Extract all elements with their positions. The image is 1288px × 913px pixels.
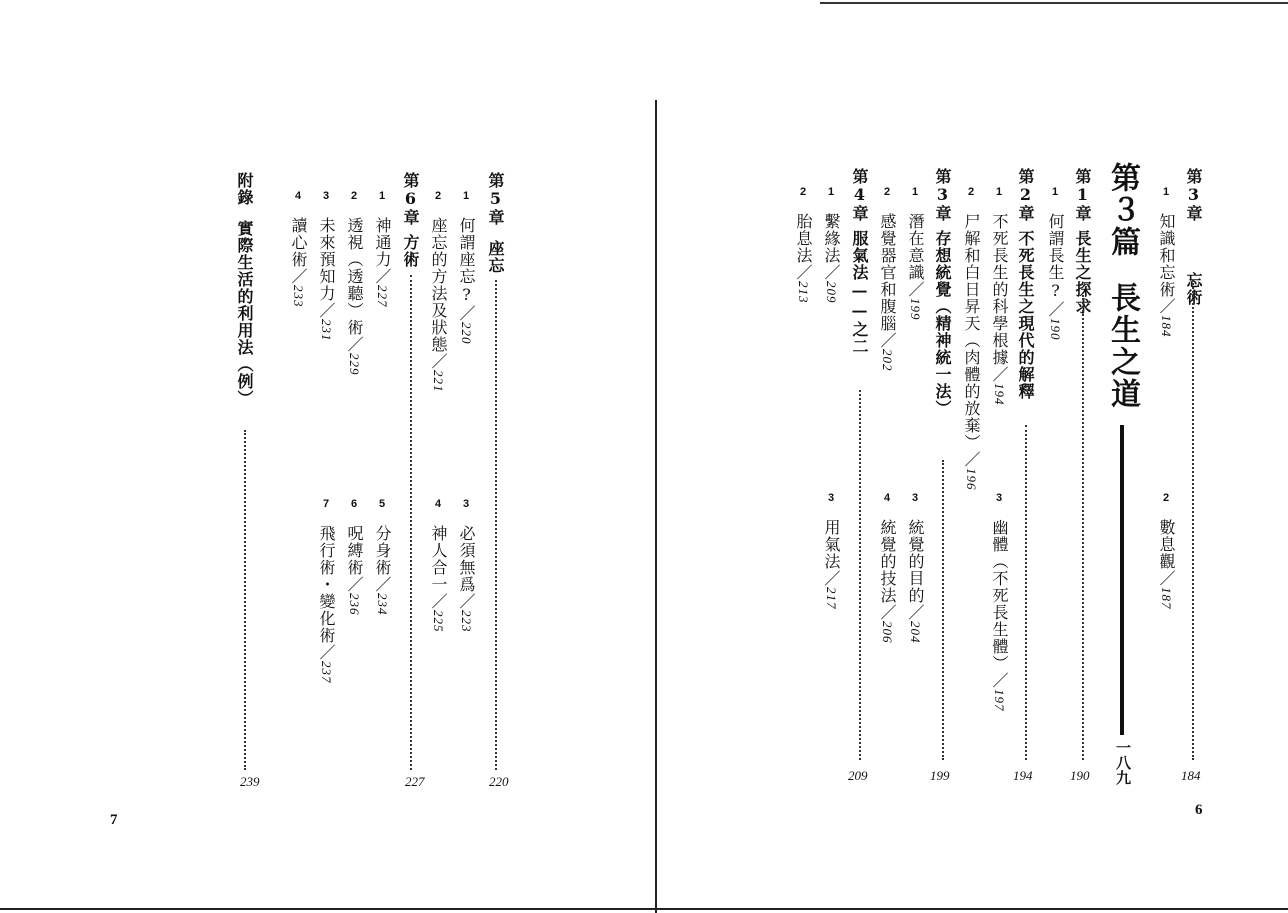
part-title-rule: [1120, 425, 1124, 735]
entry-title: 神通力: [373, 217, 392, 268]
toc-entry: 3用氣法／217: [822, 492, 841, 610]
part-title-text: 長生之道: [1105, 282, 1140, 410]
chapter-heading: [486, 172, 504, 274]
appendix-heading: [235, 172, 253, 407]
chapter-heading: [401, 172, 419, 268]
entry-page: 197: [992, 689, 1007, 712]
entry-number: 4: [432, 498, 444, 511]
entry-title: 感覺器官和腹腦: [878, 213, 897, 332]
entry-number: 5: [376, 498, 388, 511]
entry-page: 227: [375, 285, 390, 308]
entry-number: 1: [1160, 186, 1172, 199]
leader-dots: [1192, 280, 1194, 760]
entry-page: 221: [431, 370, 446, 393]
toc-entry: 1知識和忘術／184: [1157, 186, 1176, 338]
entry-page: 236: [347, 593, 362, 616]
chapter-end-page: 194: [1013, 768, 1033, 783]
leader-dots: [942, 460, 944, 760]
toc-entry: 2透視（透聽）術／229: [345, 190, 364, 376]
part-page: 一八九: [1114, 740, 1132, 785]
appendix-label: 附錄: [235, 172, 254, 206]
entry-page: 213: [796, 281, 811, 304]
entry-number: 2: [348, 190, 360, 203]
entry-page: 231: [319, 319, 334, 342]
toc-entry: 1神通力／227: [373, 190, 392, 308]
entry-number: 4: [881, 492, 893, 505]
entry-page: 190: [1048, 318, 1063, 341]
toc-entry: 1何謂座忘?／220: [457, 190, 476, 345]
page-edge: [820, 2, 1288, 4]
entry-page: 237: [319, 661, 334, 684]
toc-entry: 2感覺器官和腹腦／202: [878, 186, 897, 372]
entry-title: 胎息法: [794, 213, 813, 264]
entry-page: 217: [824, 587, 839, 610]
entry-title: 不死長生的科學根據: [990, 213, 1009, 366]
chapter-title: 方術: [401, 234, 420, 268]
entry-page: 187: [1159, 587, 1174, 610]
chapter-label: 第4章: [850, 168, 869, 222]
entry-number: 1: [909, 186, 921, 199]
entry-page: 184: [1159, 315, 1174, 338]
chapter-heading: [933, 168, 951, 417]
entry-title: 幽體（不死長生體）: [990, 519, 1009, 672]
chapter-end-page: 209: [848, 768, 868, 783]
entry-title: 數息觀: [1157, 519, 1176, 570]
entry-number: 3: [909, 492, 921, 505]
entry-title: 知識和忘術: [1157, 213, 1176, 298]
entry-title: 尸解和白日昇天（肉體的放棄）: [962, 213, 981, 451]
chapter-end-page: 220: [489, 774, 509, 789]
entry-title: 用氣法: [822, 519, 841, 570]
chapter-label: 第3章: [933, 168, 952, 222]
entry-page: 194: [992, 383, 1007, 406]
entry-number: 2: [965, 186, 977, 199]
entry-number: 1: [376, 190, 388, 203]
chapter-end-page: 227: [405, 774, 425, 789]
leader-dots: [244, 430, 246, 770]
leader-dots: [859, 390, 861, 760]
entry-page: 229: [347, 353, 362, 376]
toc-entry: 1不死長生的科學根據／194: [990, 186, 1009, 406]
chapter-label: 第5章: [486, 172, 505, 226]
chapter-label: 第1章: [1073, 168, 1092, 222]
entry-page: 225: [431, 610, 446, 633]
chapter-title: 服氣法——之二: [850, 230, 869, 355]
entry-number: 2: [881, 186, 893, 199]
entry-number: 6: [348, 498, 360, 511]
chapter-end-page: 184: [1181, 768, 1201, 783]
entry-number: 2: [1160, 492, 1172, 505]
entry-page: 220: [459, 322, 474, 345]
toc-entry: 3必須無爲／223: [457, 498, 476, 633]
toc-entry: 6呪縛術／236: [345, 498, 364, 616]
chapter-end-page: 199: [930, 768, 950, 783]
toc-entry: 1何謂長生?／190: [1046, 186, 1065, 341]
entry-page: 206: [880, 621, 895, 644]
chapter-heading: [1016, 168, 1034, 400]
toc-entry: 4讀心術／233: [289, 190, 308, 308]
toc-entry: 1潛在意識／199: [906, 186, 925, 321]
entry-number: 7: [320, 498, 332, 511]
chapter-title: 不死長生之現代的解釋: [1016, 230, 1035, 400]
entry-title: 分身術: [373, 525, 392, 576]
entry-title: 座忘的方法及狀態: [429, 217, 448, 353]
part-label: 第３篇: [1105, 162, 1140, 258]
appendix-title: 實際生活的利用法（例）: [235, 220, 254, 407]
chapter-title: 長生之探求: [1073, 230, 1092, 315]
entry-number: 2: [432, 190, 444, 203]
chapter-end-page: 190: [1070, 768, 1090, 783]
entry-page: 233: [291, 285, 306, 308]
entry-number: 3: [320, 190, 332, 203]
toc-entry: 1繫緣法／209: [822, 186, 841, 304]
page-number-left: 7: [110, 812, 118, 828]
entry-page: 204: [908, 621, 923, 644]
chapter-title: 存想統覺（精神統一法）: [933, 230, 952, 417]
leader-dots: [495, 280, 497, 770]
chapter-title: 座忘: [486, 240, 505, 274]
chapter-label: 第3章: [1184, 168, 1203, 222]
toc-entry: 4神人合一／225: [429, 498, 448, 633]
entry-page: 223: [459, 610, 474, 633]
leader-dots: [1025, 425, 1027, 760]
leader-dots: [1082, 295, 1084, 760]
entry-title: 繫緣法: [822, 213, 841, 264]
entry-number: 1: [460, 190, 472, 203]
entry-number: 3: [460, 498, 472, 511]
toc-entry: 3未來預知力／231: [317, 190, 336, 342]
entry-number: 1: [825, 186, 837, 199]
appendix-end-page: 239: [240, 774, 260, 789]
entry-title: 何謂長生?: [1046, 213, 1065, 301]
entry-title: 必須無爲: [457, 525, 476, 593]
entry-title: 透視（透聽）術: [345, 217, 364, 336]
toc-entry: 2座忘的方法及狀態／221: [429, 190, 448, 393]
entry-title: 何謂座忘?: [457, 217, 476, 305]
entry-title: 讀心術: [289, 217, 308, 268]
entry-title: 神人合一: [429, 525, 448, 593]
entry-page: 199: [908, 298, 923, 321]
toc-entry: 2胎息法／213: [794, 186, 813, 304]
entry-title: 飛行術・變化術: [317, 525, 336, 644]
entry-page: 234: [375, 593, 390, 616]
page-number-right: 6: [1195, 802, 1203, 818]
toc-entry: 2尸解和白日昇天（肉體的放棄）／196: [962, 186, 981, 491]
entry-number: 1: [993, 186, 1005, 199]
chapter-heading: [850, 168, 868, 355]
entry-number: 3: [993, 492, 1005, 505]
toc-entry: 3幽體（不死長生體）／197: [990, 492, 1009, 712]
entry-title: 未來預知力: [317, 217, 336, 302]
entry-page: 209: [824, 281, 839, 304]
toc-entry: 4統覺的技法／206: [878, 492, 897, 644]
chapter-label: 第6章: [401, 172, 420, 226]
entry-number: 3: [825, 492, 837, 505]
chapter-heading: [1073, 168, 1091, 315]
entry-page: 196: [964, 468, 979, 491]
chapter-label: 第2章: [1016, 168, 1035, 222]
book-spine: [655, 100, 657, 913]
chapter-title: 忘術: [1184, 272, 1203, 306]
toc-entry: 7飛行術・變化術／237: [317, 498, 336, 684]
entry-title: 統覺的技法: [878, 519, 897, 604]
entry-title: 呪縛術: [345, 525, 364, 576]
toc-entry: 5分身術／234: [373, 498, 392, 616]
page-bottom-edge: [0, 908, 1288, 910]
part-title: [1106, 162, 1138, 410]
toc-entry: 2數息觀／187: [1157, 492, 1176, 610]
entry-number: 4: [292, 190, 304, 203]
entry-number: 2: [797, 186, 809, 199]
toc-entry: 3統覺的目的／204: [906, 492, 925, 644]
entry-title: 潛在意識: [906, 213, 925, 281]
entry-number: 1: [1049, 186, 1061, 199]
entry-title: 統覺的目的: [906, 519, 925, 604]
entry-page: 202: [880, 349, 895, 372]
leader-dots: [410, 275, 412, 770]
